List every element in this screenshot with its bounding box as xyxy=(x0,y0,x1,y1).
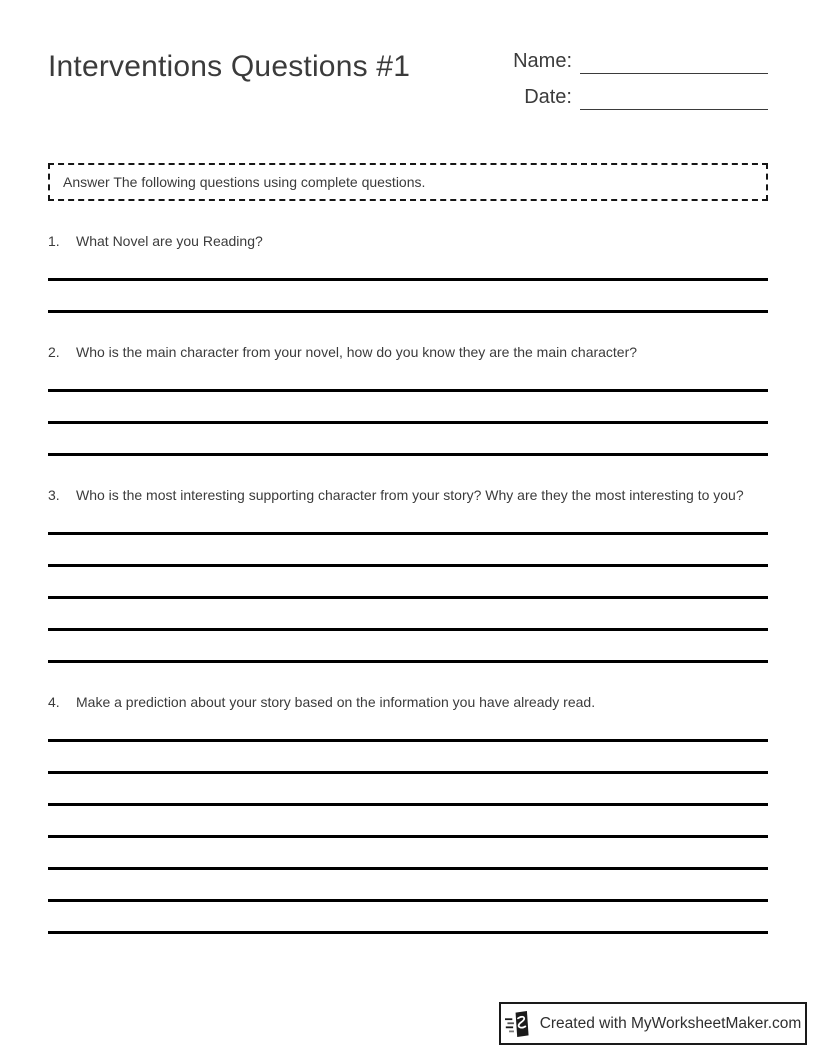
date-row xyxy=(508,86,768,108)
question-number: 2. xyxy=(48,343,60,360)
answer-lines xyxy=(48,739,768,934)
answer-line xyxy=(48,389,768,392)
question-text: Who is the main character from your novel, how do you know they are the main character? xyxy=(76,343,638,360)
footer-badge-text: Created with MyWorksheetMaker.com xyxy=(539,1014,802,1032)
answer-line xyxy=(48,532,768,535)
answer-line xyxy=(48,899,768,902)
question-block xyxy=(48,232,768,313)
answer-line xyxy=(48,739,768,742)
answer-line xyxy=(48,596,768,599)
worksheet-maker-badge[interactable] xyxy=(499,1002,807,1045)
answer-lines xyxy=(48,389,768,456)
question-block xyxy=(48,343,768,456)
date-blank-line xyxy=(580,109,768,110)
question-block xyxy=(48,693,768,934)
question-number: 4. xyxy=(48,693,60,710)
answer-line xyxy=(48,564,768,567)
question-text: Who is the most interesting supporting character from your story? Why are they the most interesting to you? xyxy=(76,486,744,503)
question-row xyxy=(48,343,768,362)
answer-line xyxy=(48,421,768,424)
answer-line xyxy=(48,835,768,838)
worksheet-maker-logo-icon xyxy=(505,1010,531,1038)
answer-line xyxy=(48,278,768,281)
question-text: What Novel are you Reading? xyxy=(76,233,263,249)
answer-line xyxy=(48,931,768,934)
questions-list xyxy=(48,232,768,964)
instructions-box xyxy=(48,163,768,201)
date-label: Date: xyxy=(524,86,572,108)
answer-line xyxy=(48,453,768,456)
question-number: 3. xyxy=(48,486,60,503)
name-blank-line xyxy=(580,73,768,74)
answer-line xyxy=(48,660,768,663)
answer-line xyxy=(48,771,768,774)
question-row xyxy=(48,232,768,251)
question-text: Make a prediction about your story based on the information you have already read. xyxy=(76,693,596,710)
question-row xyxy=(48,693,768,712)
answer-lines xyxy=(48,532,768,663)
name-row xyxy=(508,50,768,72)
name-label: Name: xyxy=(513,50,572,72)
answer-line xyxy=(48,310,768,313)
page-title: Interventions Questions #1 xyxy=(48,50,411,83)
question-number: 1. xyxy=(48,233,60,249)
name-date-block xyxy=(508,50,768,108)
answer-line xyxy=(48,803,768,806)
answer-lines xyxy=(48,278,768,313)
answer-line xyxy=(48,628,768,631)
answer-line xyxy=(48,867,768,870)
instructions-text: Answer The following questions using complete questions. xyxy=(63,174,426,190)
question-block xyxy=(48,486,768,663)
question-row xyxy=(48,486,768,505)
